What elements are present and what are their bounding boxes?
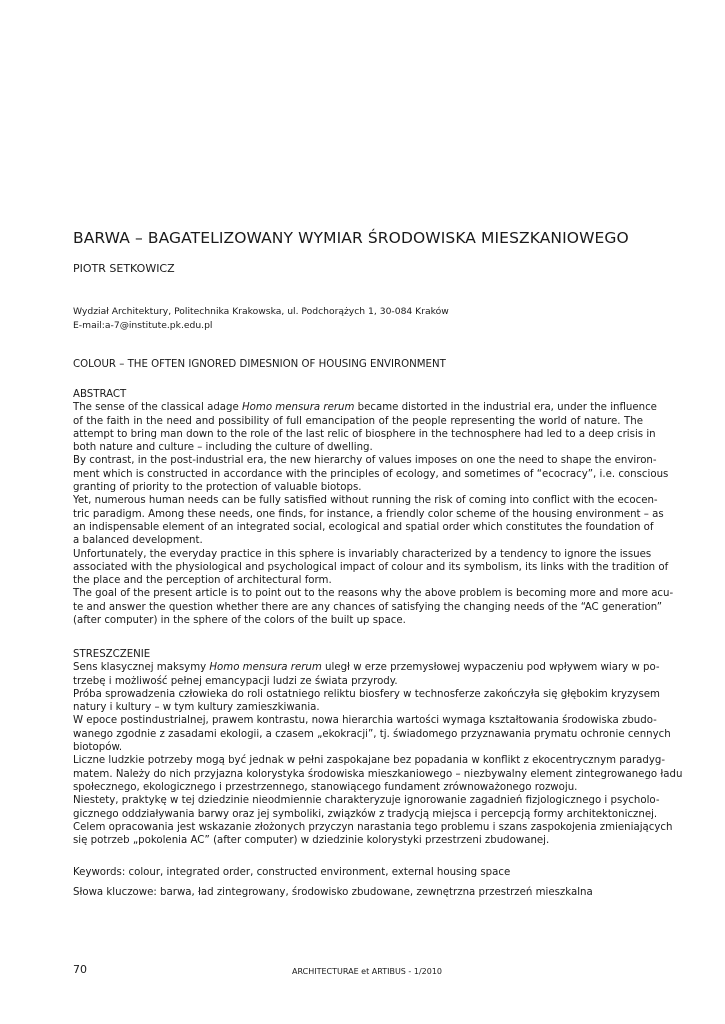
text-line: of the faith in the need and possibility of full emancipation of the people representing the world of nature. The <box>73 415 643 427</box>
text-line: an indispensable element of an integrated social, ecological and spatial order which constitutes the foundation of <box>73 521 654 533</box>
text-line: both nature and culture – including the culture of dwelling. <box>73 442 373 454</box>
text-line: Liczne ludzkie potrzeby mogą być jednak w pełni zaspokajane bez popadania w konflikt z ekocentrycznym paradyg- <box>73 755 666 767</box>
text-line: ment which is constructed in accordance with the principles of ecology, and sometimes of “ecocracy”, i.e. conscious <box>73 468 669 480</box>
text-line: natury i kultury – w tym kultury zamieszkiwania. <box>73 702 320 714</box>
text-line: trzebę i możliwość pełnej emancypacji ludzi ze świata przyrody. <box>73 675 398 687</box>
english-title: COLOUR – THE OFTEN IGNORED DIMESNION OF HOUSING ENVIRONMENT <box>73 359 446 370</box>
abstract-body <box>73 401 674 627</box>
text-line: gicznego oddziaływania barwy oraz jej symboliki, związków z tradycją miejsca i percepcją formy architektonicznej. <box>73 808 658 820</box>
text-line: społecznego, ekologicznego i przestrzennego, stanowiącego fundament zrównoważonego rozwoju. <box>73 781 578 793</box>
italic-phrase: Homo mensura rerum <box>242 402 355 414</box>
text-line: matem. Należy do nich przyjazna kolorystyka środowiska mieszkaniowego – niezbywalny element zintegrowanego ładu <box>73 768 683 780</box>
text-line: attempt to bring man down to the role of the last relic of biosphere in the technosphere had led to a deep crisis in <box>73 428 656 440</box>
streszczenie-body <box>73 661 683 847</box>
abstract-heading: ABSTRACT <box>73 389 127 400</box>
text-line: The goal of the present article is to point out to the reasons why the above problem is becoming more and more acu- <box>73 588 674 600</box>
text-line: Yet, numerous human needs can be fully satisfied without running the risk of coming into conflict with the ecocen- <box>73 495 658 507</box>
text-line: granting of priority to the protection of valuable biotops. <box>73 482 362 494</box>
streszczenie-heading: STRESZCZENIE <box>73 649 151 660</box>
text-line: się potrzeb „pokolenia AC” (after computer) w dziedzinie kolorystyki przestrzeni zbudowanej. <box>73 835 550 847</box>
text-line: Sens klasycznej maksymy Homo mensura rerum uległ w erze przemysłowej wypaczeniu pod wpływem wiary w po- <box>73 662 660 674</box>
text-line: wanego zgodnie z zasadami ekologii, a czasem „ekokracji”, tj. świadomego przyznawania prymatu ochronie cennych <box>73 728 671 740</box>
text-line: Celem opracowania jest wskazanie złożonych przyczyn narastania tego problemu i szans zaspokojenia zmieniających <box>73 821 673 833</box>
affiliation: Wydział Architektury, Politechnika Krakowska, ul. Podchorążych 1, 30-084 Kraków <box>73 306 449 317</box>
text-line: tric paradigm. Among these needs, one finds, for instance, a friendly color scheme of the housing environment – as <box>73 508 664 520</box>
text-line: biotopów. <box>73 742 123 754</box>
text-line: associated with the physiological and psychological impact of colour and its symbolism, its links with the tradition of <box>73 561 669 573</box>
streszczenie-section <box>73 648 683 847</box>
text-line: By contrast, in the post-industrial era, the new hierarchy of values imposes on one the need to shape the environ- <box>73 455 657 467</box>
affiliation-block <box>73 305 449 333</box>
keywords-polish: Słowa kluczowe: barwa, ład zintegrowany, środowisko zbudowane, zewnętrzna przestrzeń mieszkalna <box>73 887 593 898</box>
text-line: W epoce postindustrialnej, prawem kontrastu, nowa hierarchia wartości wymaga kształtowania środowiska zbudo- <box>73 715 657 727</box>
text-line: te and answer the question whether there are any chances of satisfying the changing needs of the “AC generation” <box>73 601 662 613</box>
paper-title: BARWA – BAGATELIZOWANY WYMIAR ŚRODOWISKA MIESZKANIOWEGO <box>73 229 629 247</box>
keywords-english: Keywords: colour, integrated order, constructed environment, external housing space <box>73 867 511 878</box>
abstract-section <box>73 388 674 627</box>
text-line: a balanced development. <box>73 535 203 547</box>
page-number: 70 <box>73 963 87 976</box>
text-line: (after computer) in the sphere of the colors of the built up space. <box>73 615 406 627</box>
text-line: The sense of the classical adage Homo mensura rerum became distorted in the industrial era, under the influence <box>73 402 657 414</box>
email: E-mail:a-7@institute.pk.edu.pl <box>73 320 213 331</box>
text-line: Próba sprowadzenia człowieka do roli ostatniego reliktu biosfery w technosferze zakończyła się głębokim kryzysem <box>73 688 660 700</box>
text-line: Niestety, praktykę w tej dziedzinie nieodmiennie charakteryzuje ignorowanie zagadnień fizjologicznego i psycholo- <box>73 795 660 807</box>
author-name: PIOTR SETKOWICZ <box>73 262 175 275</box>
italic-phrase: Homo mensura rerum <box>209 662 322 674</box>
text-line: Unfortunately, the everyday practice in this sphere is invariably characterized by a tendency to ignore the issues <box>73 548 652 560</box>
text-line: the place and the perception of architectural form. <box>73 575 332 587</box>
journal-footer: ARCHITECTURAE et ARTIBUS - 1/2010 <box>292 967 443 976</box>
